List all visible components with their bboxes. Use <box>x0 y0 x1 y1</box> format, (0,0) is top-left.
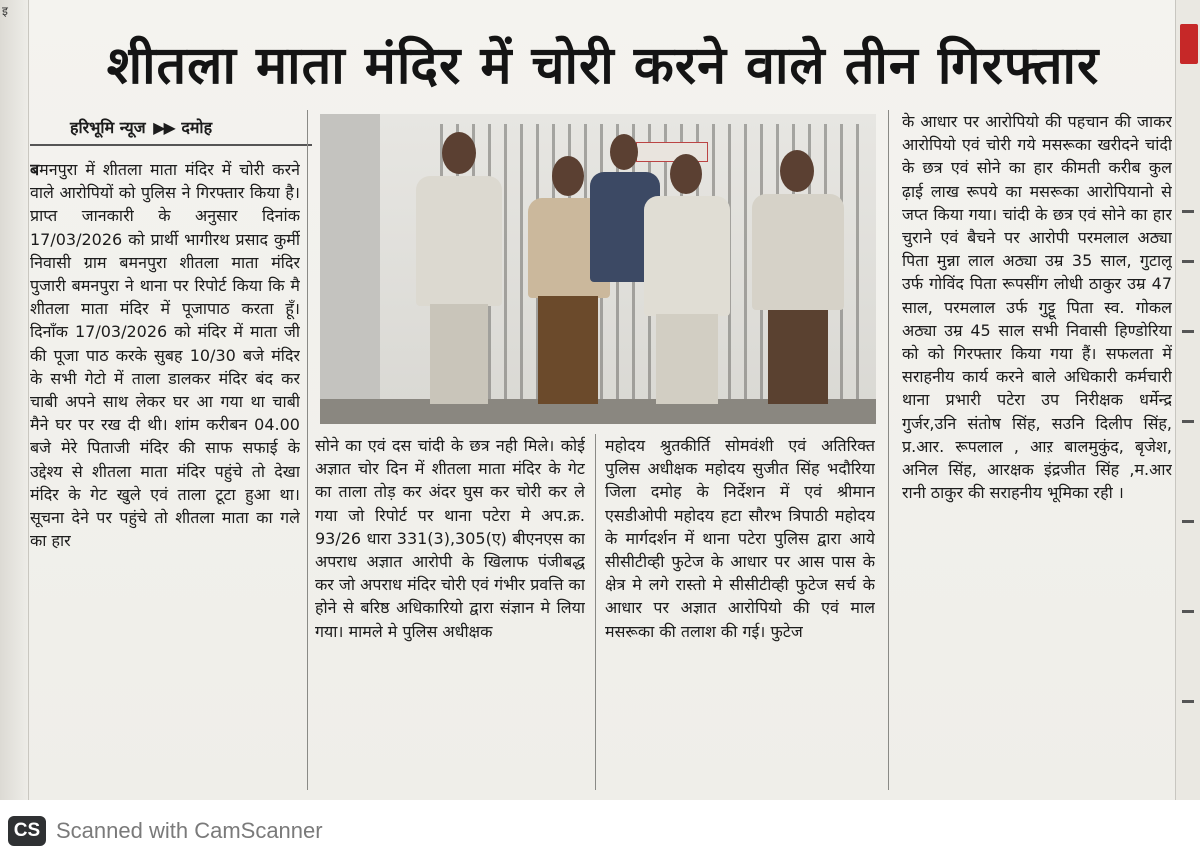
byline-rule <box>30 144 312 146</box>
adjacent-red-mark <box>1180 24 1198 64</box>
left-margin-glyph: इ <box>2 4 8 18</box>
byline-arrows-icon: ▶▶ <box>153 118 174 137</box>
article-column-3: महोदय श्रुतकीर्ति सोमवंशी एवं अतिरिक्त पुलिस अधीक्षक महोदय सुजीत सिंह भदौरिया जिला दमोह के निर्देशन में एवं श्रीमान एसडीओपी महोदय हटा सौरभ त्रिपाठी महोदय के मार्गदर्शन में थाना पटेरा पुलिस द्वारा आये सीसीटीव्ही फुटेज के आधार पर आस पास के क्षेत्र मे लगे रास्तो मे सीसीटीव्ही फुटेज सर्च के आधार पर अज्ञात आरोपियो की एवं माल मसरूका की तलाश की गई। फुटेज <box>605 436 875 641</box>
left-adjacent-column <box>0 0 29 800</box>
byline <box>70 116 212 138</box>
scanner-footer <box>0 800 1200 859</box>
article-headline: शीतला माता मंदिर में चोरी करने वाले तीन गिरफ्तार <box>106 36 1100 96</box>
right-adjacent-column <box>1175 0 1200 800</box>
news-source: हरिभूमि न्यूज <box>70 118 146 137</box>
dateline-city: दमोह <box>181 118 213 137</box>
article-column-2: सोने का एवं दस चांदी के छत्र नही मिले। कोई अज्ञात चोर दिन में शीतला माता मंदिर के गेट का ताला तोड़ कर अंदर घुस कर चोरी कर ले गया जो रिपोर्ट पर थाना पटेरा मे अप.क्र. 93/26 धारा 331(3),305(ए) बीएनएस का अपराध अज्ञात आरोपी के खिलाफ पंजीबद्ध कर जो अपराध मंदिर चोरी एवं गंभीर प्रवत्ति का होने से बरिष्ठ अधिकारियो द्वारा संज्ञान मे लिया गया। मामले मे पुलिस अधीक्षक <box>315 436 585 641</box>
news-photo-police-with-accused <box>320 114 876 424</box>
column-divider <box>888 110 889 790</box>
column-divider <box>595 434 596 790</box>
column-divider <box>307 110 308 790</box>
camscanner-logo-icon: CS <box>8 816 46 846</box>
article-column-4: के आधार पर आरोपियो की पहचान की जाकर आरोपियो एवं चोरी गये मसरूका खरीदने चांदी के छत्र एवं सोने का हार कीमती करीब कुल ढ़ाई लाख रूपये का मसरूका आरोपियानो से जप्त किया गया। चांदी के छत्र एवं सोने का हार चुराने एवं बैचने पर आरोपी परमलाल अठ्या पिता मुन्ना लाल अठ्या उम्र 35 साल, गुटालू उर्फ गोविंद पिता रूपसींग लोधी ठाकुर उम्र 47 साल, परमलाल उर्फ गुट्टू पिता स्व. गोकल अठ्या उम्र 45 साल सभी निवासी हिण्डोरिया को को गिरफ्तार किया गया हैं। सफलता में सराहनीय कार्य करने बाले अधिकारी कर्मचारी थाना प्रभारी पटेरा उप निरीक्षक धर्मेन्द्र गुर्जर,उनि संतोष सिंह, सउनि दिलीप सिंह, प्र.आर. रूपलाल , आऱ बालमुकुंद, बृजेश, अनिल सिंह, आरक्षक इंद्रजीत सिंह ,म.आर रानी ठाकुर की सराहनीय भूमिका रही । <box>902 112 1172 503</box>
article-column-1: बमनपुरा में शीतला माता मंदिर में चोरी करने वाले आरोपियों को पुलिस ने गिरफ्तार किया है। प्राप्त जानकारी के अनुसार दिनांक 17/03/2026 को प्रार्थी भागीरथ प्रसाद कुर्मी निवासी ग्राम बमनपुरा शीतला माता मंदिर पुजारी बमनपुरा ने थाना पर रिपोर्ट किया कि मै शीतला माता मंदिर में पूजापाठ करता हूँ। दिनाँक 17/03/2026 को मंदिर में माता जी की पूजा पाठ करके सुबह 10/30 बजे मंदिर के सभी गेटो में ताला डालकर मंदिर बंद कर चाबी अपने साथ लेकर घर आ गया था चाबी मैने घर पर रख दी थी। शांम करीबन 04.00 बजे मेरे पिताजी मंदिर की साफ सफाई के उद्देश्य से शीतला माता मंदिर पहुंचे तो देखा मंदिर के गेट खुले एवं ताला टूटा हुआ था। सूचना देने पर पहुंचे तो शीतला माता का गले का हार <box>30 160 300 551</box>
scanner-watermark-text: Scanned with CamScanner <box>56 818 323 843</box>
